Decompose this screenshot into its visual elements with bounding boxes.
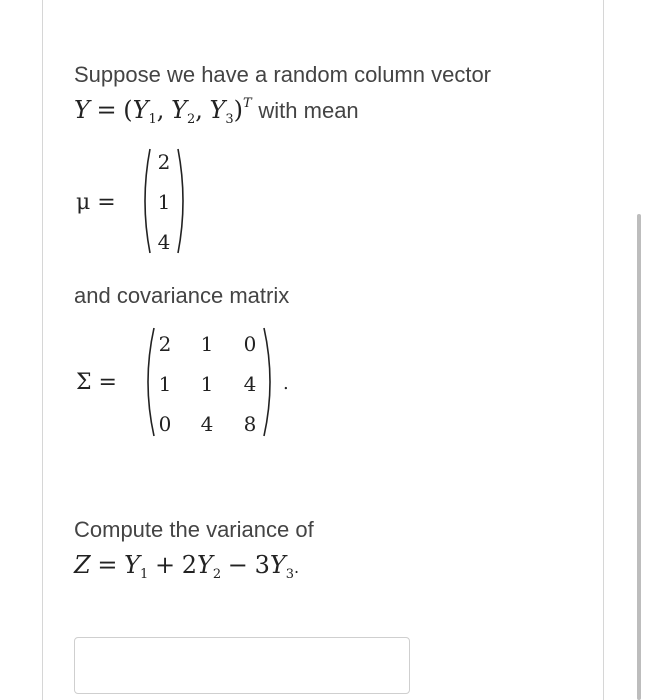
variance-expression: $Z = Y_1 + 2Y_2 - 3Y_3$.	[74, 551, 300, 582]
mean-label: μ =	[76, 190, 116, 215]
intro-text: Suppose we have a random column vector	[74, 62, 492, 87]
covariance-intro-text: and covariance matrix	[74, 283, 290, 308]
matrix-cell: 4	[200, 412, 214, 436]
task-text: Compute the variance of	[74, 517, 314, 542]
matrix-cell: 1	[200, 332, 214, 356]
mean-right-paren	[176, 147, 190, 255]
sigma-left-paren	[140, 326, 156, 438]
sigma-right-paren	[262, 326, 278, 438]
matrix-cell: 0	[158, 412, 172, 436]
vector-definition: $Y = (Y_1$, $Y_2$, $Y_3)^T$ with mean	[74, 96, 359, 127]
mean-value: 1	[157, 190, 171, 214]
matrix-cell: 0	[243, 332, 257, 356]
mean-value: 2	[157, 150, 171, 174]
matrix-cell: 1	[158, 372, 172, 396]
answer-input[interactable]	[74, 637, 410, 694]
mean-value: 4	[157, 230, 171, 254]
mean-left-paren	[138, 147, 152, 255]
matrix-cell: 1	[200, 372, 214, 396]
matrix-cell: 8	[243, 412, 257, 436]
sigma-period: .	[283, 373, 289, 394]
matrix-cell: 2	[158, 332, 172, 356]
sigma-label: Σ =	[76, 370, 117, 395]
scrollbar[interactable]	[637, 214, 641, 700]
matrix-cell: 4	[243, 372, 257, 396]
